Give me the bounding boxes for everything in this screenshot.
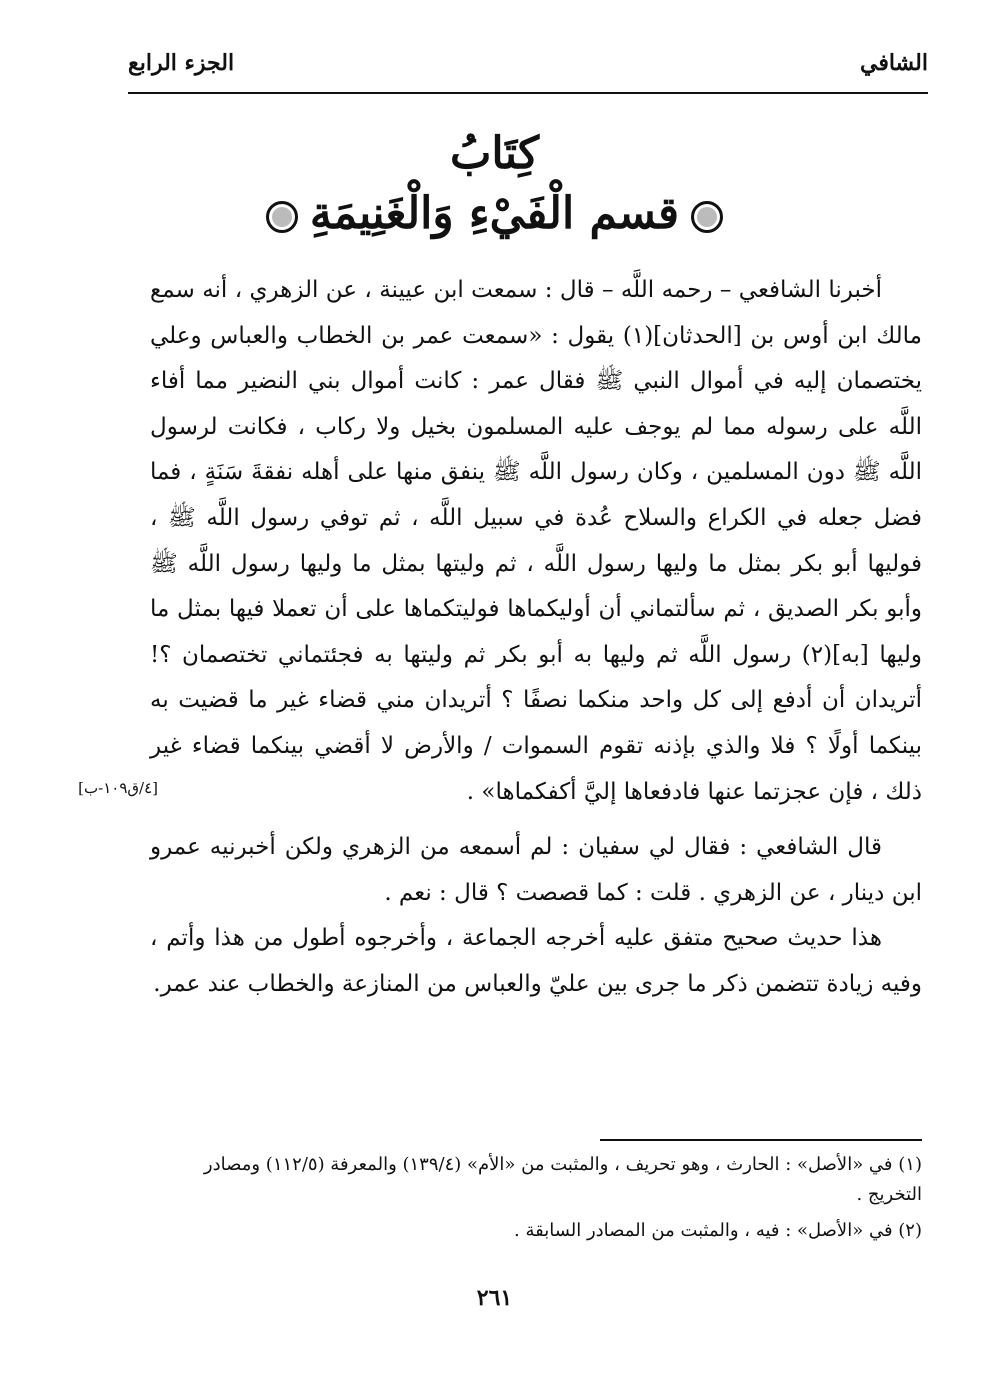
volume-label: الجزء الرابع [128, 50, 235, 76]
running-header [128, 50, 928, 90]
ornament-circle-icon [691, 201, 723, 233]
footnote-2: (٢) في «الأصل» : فيه ، والمثبت من المصادر السابقة . [514, 1220, 922, 1241]
header-rule [128, 92, 928, 94]
book-title: الشافي [860, 50, 928, 76]
manuscript-folio-note: [٤/ق١٠٩-ب] [78, 779, 158, 797]
paragraph-hadith: أخبرنا الشافعي – رحمه اللَّه – قال : سمعت ابن عيينة ، عن الزهري ، أنه سمع مالك ابن أوس بن [الحدثان](١) يقول : «سمعت عمر بن الخطاب والعباس وعلي يختصمان إليه في أموال النبي ﷺ فقال عمر : كانت أموال بني النضير مما أفاء اللَّه على رسوله مما لم يوجف عليه المسلمون بخيل ولا ركاب ، فكانت لرسول اللَّه ﷺ دون المسلمين ، وكان رسول اللَّه ﷺ ينفق منها على أهله نفقةَ سَنَةٍ ، فما فضل جعله في الكراع والسلاح عُدة في سبيل اللَّه ، ثم توفي رسول اللَّه ﷺ ، فوليها أبو بكر بمثل ما وليها رسول اللَّه ، ثم وليتها بمثل ما وليها رسول اللَّه ﷺ وأبو بكر الصديق ، ثم سألتماني أن أوليكماها فوليتكماها على أن تعملا فيها بمثل ما وليها [به](٢) رسول اللَّه ثم وليها به أبو بكر ثم وليتها به فجئتماني تختصمان ؟! أتريدان أن أدفع إلى كل واحد منكما نصفًا ؟ أتريدان مني قضاء غير ما قضيت به بينكما أولًا ؟ فلا والذي بإذنه تقوم السموات / والأرض لا أقضي بينكما قضاء غير ذلك ، فإن عجزتما عنها فادفعاها إليَّ أكفكماها» . [150, 277, 922, 805]
main-text [150, 268, 922, 1008]
paragraph-shafii-comment: قال الشافعي : فقال لي سفيان : لم أسمعه من الزهري ولكن أخبرنيه عمرو ابن دينار ، عن الزهري . قلت : كما قصصت ؟ قال : نعم . [150, 834, 922, 906]
footnotes [150, 1150, 922, 1252]
footnote-1: (١) في «الأصل» : الحارث ، وهو تحريف ، والمثبت من «الأم» (١٣٩/٤) والمعرفة (١١٢/٥) ومصادر التخريج . [203, 1154, 922, 1205]
book-section-heading: كِتَابُ [449, 128, 540, 179]
chapter-title-text: قسم الْفَيْءِ وَالْغَنِيمَةِ [309, 188, 680, 239]
paragraph-grading: هذا حديث صحيح متفق عليه أخرجه الجماعة ، وأخرجوه أطول من هذا وأتم ، وفيه زيادة تتضمن ذكر ما جرى بين عليّ والعباس من المنازعة والخطاب عند عمر. [150, 925, 922, 997]
page-number: ٢٦١ [476, 1285, 513, 1311]
chapter-title [0, 188, 989, 239]
ornament-circle-icon [266, 201, 298, 233]
footnote-rule [600, 1139, 922, 1141]
